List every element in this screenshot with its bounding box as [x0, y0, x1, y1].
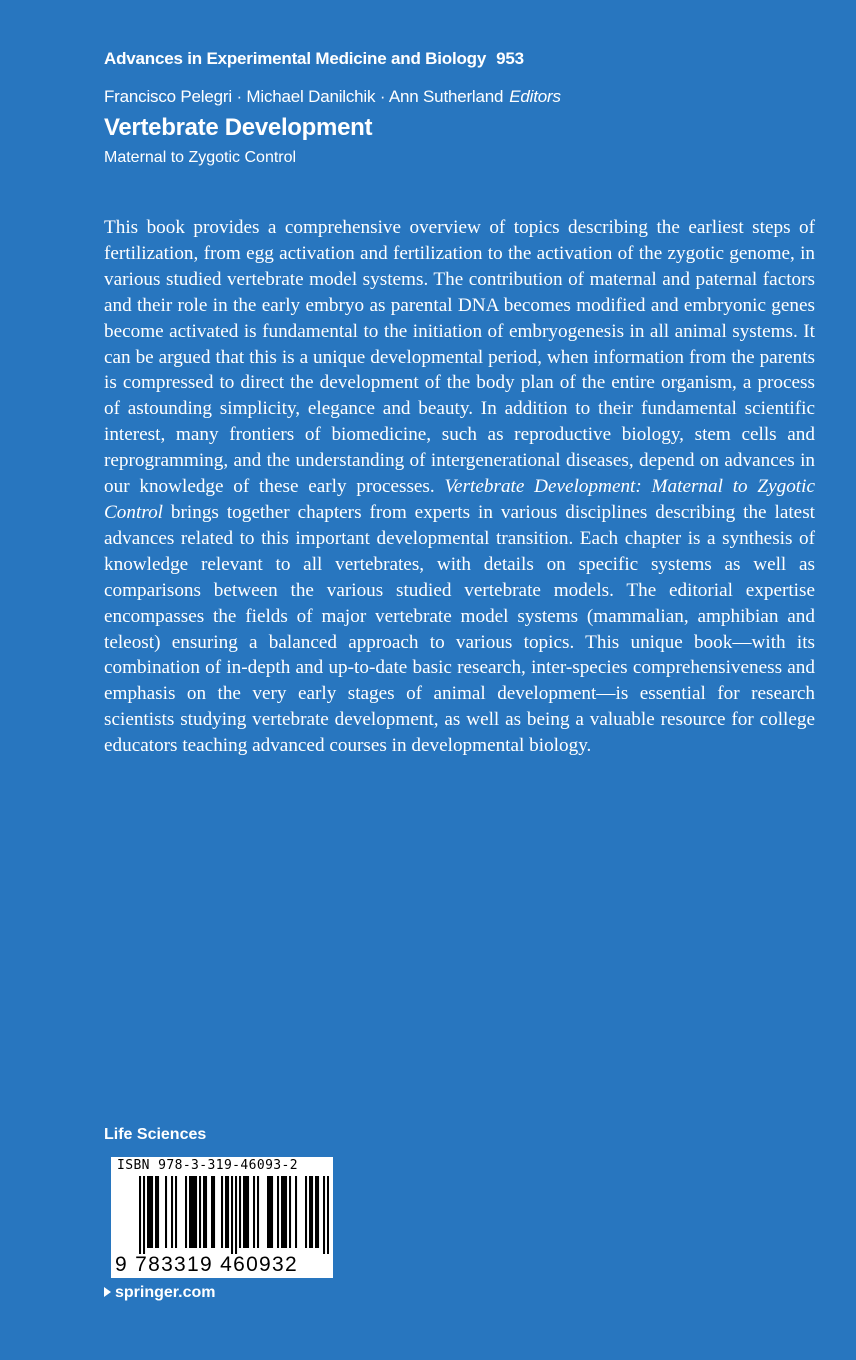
barcode-bar — [285, 1176, 287, 1248]
barcode-bar — [247, 1176, 249, 1248]
series-name: Advances in Experimental Medicine and Biology — [104, 49, 487, 68]
barcode-bar — [317, 1176, 319, 1248]
barcode-bar — [155, 1176, 157, 1248]
barcode-bar — [327, 1176, 329, 1254]
barcode-bar — [239, 1176, 241, 1248]
barcode-bar — [213, 1176, 215, 1248]
ean-digits: 9 783319 460932 — [115, 1253, 298, 1276]
barcode-bar — [171, 1176, 173, 1248]
barcode-bar — [151, 1176, 153, 1248]
barcode-bar — [143, 1176, 145, 1254]
triangle-right-icon — [104, 1287, 111, 1297]
editors-line — [104, 87, 561, 107]
series-volume: 953 — [496, 49, 524, 68]
book-title: Vertebrate Development — [104, 114, 373, 141]
barcode-bar — [165, 1176, 167, 1248]
barcode-bar — [225, 1176, 227, 1248]
barcode-bar — [305, 1176, 307, 1248]
barcode-bar — [311, 1176, 313, 1248]
series-line — [104, 49, 524, 69]
barcode-bar — [281, 1176, 283, 1248]
description-part-2: brings together chapters from experts in various disciplines describing the latest advances related to this important developmental transition. Each chapter is a synthesis of knowledge relevant to all vertebrates, with details on specific systems as well as comparisons between the various studied vertebrate models. The editorial expertise encompasses the fields of major vertebrate model systems (mammalian, amphibian and teleost) ensuring a balanced approach to various topics. This unique book—with its combination of in-depth and up-to-date basic research, inter-species comprehensiveness and emphasis on the very early stages of animal development—is essential for research scientists studying vertebrate development, as well as being a valuable resource for college educators teaching advanced courses in developmental biology. — [104, 501, 815, 757]
website-label: springer.com — [115, 1284, 216, 1301]
barcode-bar — [257, 1176, 259, 1248]
barcode-bar — [323, 1176, 325, 1254]
isbn-label: ISBN 978-3-319-46093-2 — [117, 1158, 298, 1173]
barcode-bar — [309, 1176, 311, 1248]
barcode-bar — [289, 1176, 291, 1248]
barcode-bar — [315, 1176, 317, 1248]
barcode-bar — [195, 1176, 197, 1248]
barcode-bar — [147, 1176, 149, 1248]
barcode-bar — [235, 1176, 237, 1254]
book-subtitle: Maternal to Zygotic Control — [104, 149, 297, 166]
barcode-icon — [117, 1176, 329, 1254]
barcode-bar — [193, 1176, 195, 1248]
barcode-bar — [189, 1176, 191, 1248]
barcode-bar — [149, 1176, 151, 1248]
subject-category: Life Sciences — [104, 1126, 207, 1143]
barcode-bar — [243, 1176, 245, 1248]
barcode-bar — [203, 1176, 205, 1248]
publisher-website — [104, 1284, 215, 1302]
book-description — [104, 215, 815, 759]
barcode-bar — [295, 1176, 297, 1248]
barcode-bar — [175, 1176, 177, 1248]
barcode-block — [111, 1157, 333, 1278]
barcode-bar — [231, 1176, 233, 1254]
barcode-bar — [227, 1176, 229, 1248]
barcode-bar — [221, 1176, 223, 1248]
barcode-bar — [185, 1176, 187, 1248]
barcode-bar — [277, 1176, 279, 1248]
barcode-bar — [157, 1176, 159, 1248]
barcode-bar — [253, 1176, 255, 1248]
barcode-bar — [205, 1176, 207, 1248]
barcode-bar — [283, 1176, 285, 1248]
barcode-bar — [269, 1176, 271, 1248]
description-part-1: This book provides a comprehensive overview of topics describing the earliest steps of fertilization, from egg activation and fertilization to the activation of the zygotic genome, in various studied vertebrate model systems. The contribution of maternal and paternal factors and their role in the early embryo as parental DNA becomes modified and embryonic genes become activated is fundamental to the initiation of embryogenesis in all animal systems. It can be argued that this is a unique developmental period, when information from the parents is compressed to direct the development of the body plan of the entire organism, a process of astounding simplicity, elegance and beauty. In addition to their fundamental scientific interest, many frontiers of biomedicine, such as reproductive biology, stem cells and reprogramming, and the understanding of intergenerational diseases, depend on advances in our knowledge of these early processes. — [104, 217, 815, 498]
barcode-bar — [245, 1176, 247, 1248]
barcode-bar — [139, 1176, 141, 1254]
barcode-bar — [271, 1176, 273, 1248]
barcode-bar — [199, 1176, 201, 1248]
barcode-bar — [267, 1176, 269, 1248]
barcode-bar — [211, 1176, 213, 1248]
editor-names: Francisco Pelegri · Michael Danilchik · Ann Sutherland — [104, 87, 504, 106]
editors-role: Editors — [509, 87, 561, 106]
barcode-bar — [191, 1176, 193, 1248]
description-book-title: Vertebrate Development: Maternal to Zygotic Control — [104, 476, 815, 523]
